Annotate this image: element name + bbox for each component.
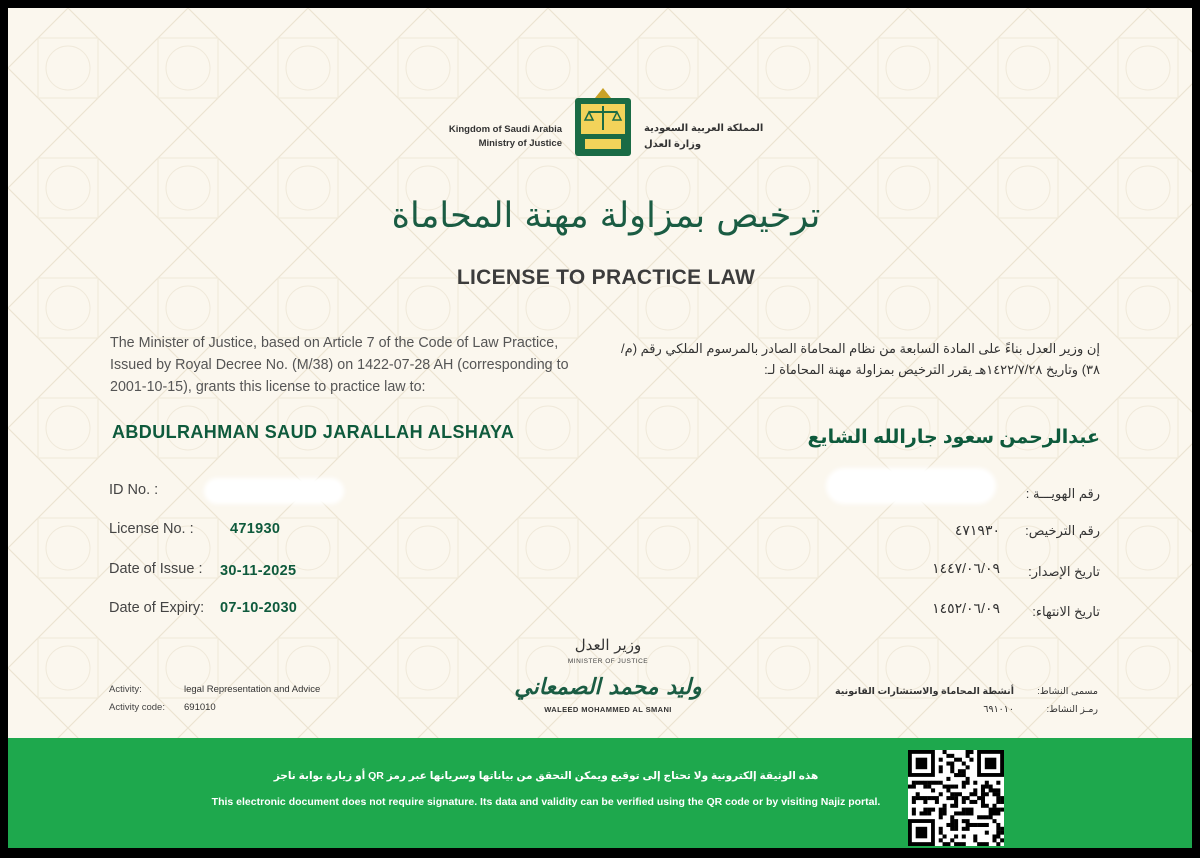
footer-notice-ar: هذه الوثيقة إلكترونية ولا تحتاج إلى توقيع ويمكن التحقق من بياناتها وسريانها عبر رمز QR أو زيارة بوابة ناجز bbox=[273, 770, 819, 782]
qr-code[interactable] bbox=[908, 750, 1004, 846]
ministry-label-en: Ministry of Justice bbox=[478, 138, 562, 149]
kingdom-label-en: Kingdom of Saudi Arabia bbox=[448, 124, 562, 135]
ministry-label-ar: وزارة العدل bbox=[644, 139, 702, 150]
license-label-ar: رقم الترخيص: bbox=[1025, 523, 1100, 538]
issue-label-en: Date of Issue : bbox=[109, 561, 203, 577]
minister-title-ar: وزير العدل bbox=[574, 636, 642, 654]
expiry-value-en: 07-10-2030 bbox=[220, 600, 298, 616]
id-value-redacted-en bbox=[204, 478, 344, 504]
activity-code-label-ar: رمـز النشاط: bbox=[1046, 704, 1098, 715]
issue-label-ar: تاريخ الإصدار: bbox=[1028, 564, 1100, 579]
minister-title-en: MINISTER OF JUSTICE bbox=[567, 658, 649, 665]
title-arabic: ترخيص بمزاولة مهنة المحاماة bbox=[391, 196, 821, 236]
license-label-en: License No. : bbox=[109, 521, 194, 537]
intro-text-ar: إن وزير العدل بناءً على المادة السابعة من نظام المحاماة الصادر بالمرسوم الملكي رقم (م/٣٨) وتاريخ ١٤٢٢/٧/٢٨هـ يقرر الترخيص بمزاولة مهنة المحاماة لـ: bbox=[621, 341, 1100, 377]
holder-name-ar: عبدالرحمن سعود جارالله الشايع bbox=[807, 427, 1100, 448]
id-value-redacted-ar bbox=[826, 468, 996, 504]
id-label-en: ID No. : bbox=[109, 482, 159, 498]
kingdom-label-ar: المملكة العربية السعودية bbox=[644, 123, 764, 134]
issue-value-en: 30-11-2025 bbox=[220, 563, 297, 579]
ministry-name-en bbox=[410, 123, 562, 151]
intro-text-en: The Minister of Justice, based on Article 7 of the Code of Law Practice, Issued by Royal Decree No. (M/38) on 1422-07-28 AH (corresponding to 2001-10-15), grants this license to practice law to: bbox=[110, 335, 569, 395]
footer-band bbox=[8, 738, 1192, 848]
title-english: LICENSE TO PRACTICE LAW bbox=[456, 266, 756, 289]
ministry-emblem bbox=[571, 84, 635, 158]
activity-code-label-en: Activity code: bbox=[109, 702, 165, 713]
id-label-ar: رقم الهويـــة : bbox=[1025, 486, 1100, 501]
holder-name-en: ABDULRAHMAN SAUD JARALLAH ALSHAYA bbox=[112, 422, 515, 442]
minister-signature-ar: وليد محمد الصمعاني bbox=[514, 674, 702, 700]
license-value-en: 471930 bbox=[230, 521, 281, 537]
ministry-name-ar bbox=[644, 121, 804, 153]
activity-label-ar: مسمى النشاط: bbox=[1037, 686, 1098, 697]
expiry-label-en: Date of Expiry: bbox=[109, 600, 205, 616]
expiry-label-ar: تاريخ الانتهاء: bbox=[1032, 604, 1100, 619]
minister-name-en: WALEED MOHAMMED AL SMANI bbox=[544, 705, 672, 714]
activity-label-en: Activity: bbox=[109, 684, 142, 695]
activity-code-value-en: 691010 bbox=[184, 702, 216, 713]
qr-code-graphic bbox=[908, 750, 1004, 846]
activity-value-ar: أنشطة المحاماة والاستشارات القانونية bbox=[834, 686, 1014, 697]
activity-value-en: legal Representation and Advice bbox=[184, 684, 321, 695]
activity-code-value-ar: ٦٩١٠١٠ bbox=[983, 704, 1014, 715]
expiry-value-ar: ١٤٥٢/٠٦/٠٩ bbox=[932, 600, 1000, 616]
footer-notice-en: This electronic document does not require signature. Its data and validity can be verified using the QR code or by visiting Najiz portal. bbox=[211, 796, 881, 808]
license-certificate bbox=[8, 8, 1192, 848]
license-value-ar: ٤٧١٩٣٠ bbox=[954, 522, 1000, 538]
issue-value-ar: ١٤٤٧/٠٦/٠٩ bbox=[932, 560, 1000, 576]
